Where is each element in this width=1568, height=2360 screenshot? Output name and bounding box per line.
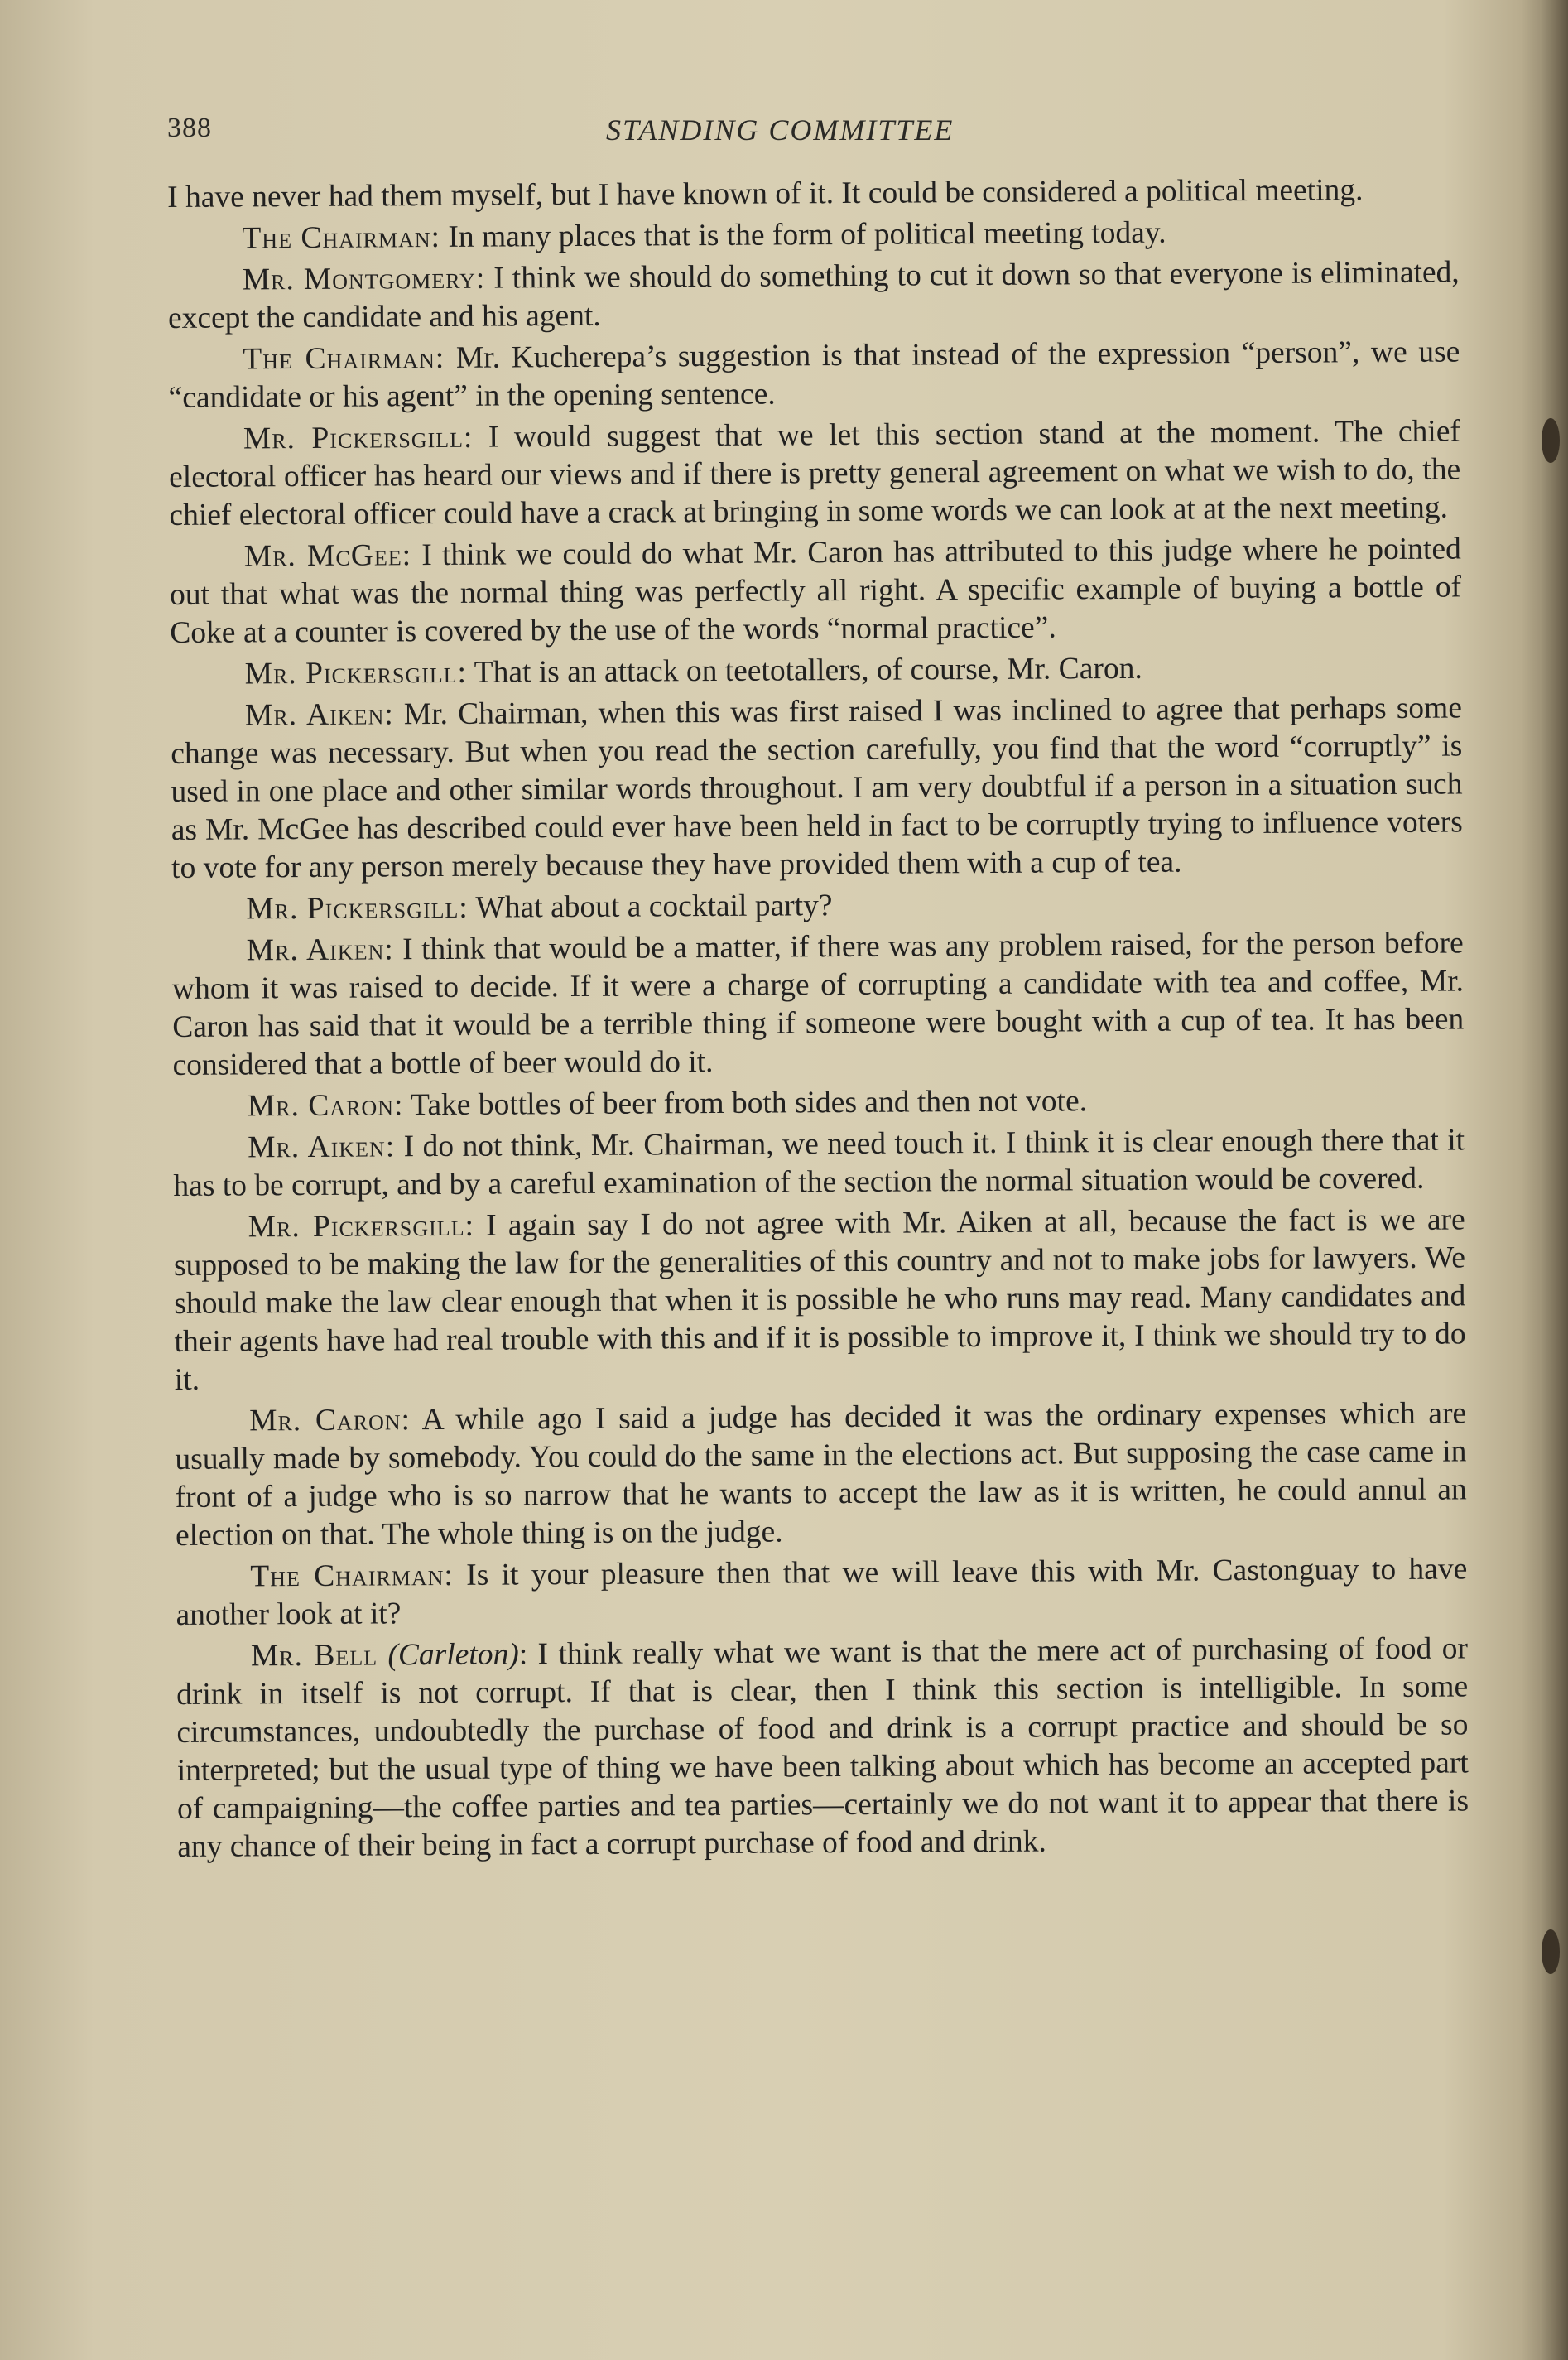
- page-number: 388: [167, 113, 212, 143]
- paragraph: [170, 530, 1462, 653]
- speaker-name: Mr. Pickersgill:: [244, 655, 468, 691]
- speaker-name: Mr. Caron:: [247, 1088, 404, 1124]
- running-title: STANDING COMMITTEE: [606, 113, 955, 147]
- paragraph: [171, 689, 1463, 888]
- paragraph-text: Mr. Kucherepa’s suggestion is that instead of the expression “person”, we use “candidate or his agent” in the opening sentence.: [168, 335, 1460, 415]
- paragraph: [173, 1121, 1465, 1206]
- speaker-name: Mr. McGee:: [243, 538, 412, 574]
- paragraph: [176, 1550, 1468, 1635]
- paragraph-text: That is an attack on teetotallers, of course, Mr. Caron.: [474, 651, 1142, 690]
- paragraph-text: I think that would be a matter, if there was any problem raised, for the person before whom it was raised to decide. If it were a charge of corrupting a candidate with tea and coffee, Mr. Caron has said that it would be a terrible thing if someone were bought with a cup of tea. It has been considered that a bottle of beer would do it.: [171, 926, 1465, 1082]
- paragraph-text: A while ago I said a judge has decided it was the ordinary expenses which are usually made by somebody. You could do the same in the elections act. But supposing the case came in front of a judge who is so narrow that he wants to accept the law as it is written, he could annul an election on that. The whole thing is on the judge.: [175, 1396, 1467, 1553]
- paragraph: [175, 1394, 1467, 1555]
- paragraph: [176, 1630, 1469, 1866]
- transcript-body: [167, 171, 1469, 1869]
- speaker-name: Mr. Aiken:: [246, 932, 394, 968]
- paragraph: [171, 883, 1463, 929]
- page-edge-mark: [1542, 1929, 1560, 1974]
- speaker-name: The Chairman:: [243, 340, 445, 377]
- page-header: [167, 113, 1459, 154]
- riding-name: (Carleton): [387, 1637, 519, 1673]
- speaker-name: The Chairman:: [242, 219, 441, 256]
- paragraph: [167, 212, 1459, 258]
- paragraph: [172, 924, 1465, 1085]
- speaker-name: Mr. Pickersgill:: [243, 420, 474, 456]
- speaker-name: Mr. Bell: [250, 1638, 378, 1674]
- paragraph-text: I do not think, Mr. Chairman, we need touch it. I think it is clear enough there that it has to be corrupt, and by a careful examination of the section the normal situation would be covered.: [173, 1123, 1465, 1203]
- speaker-name: Mr. Pickersgill:: [248, 1208, 475, 1245]
- paragraph-text: I have never had them myself, but I have known of it. It could be considered a political meeting.: [167, 173, 1364, 214]
- paragraph-text: I would suggest that we let this section stand at the moment. The chief electoral officer has heard our views and if there is pretty general agreement on what we wish to do, the chief electoral officer could have a crack at bringing in some words we can look at at the next meeting.: [169, 414, 1461, 532]
- paragraph: [173, 1080, 1465, 1126]
- speaker-name: Mr. Montgomery:: [242, 261, 486, 297]
- page-edge-mark: [1542, 418, 1560, 463]
- paragraph-text: Is it your pleasure then that we will leave this with Mr. Castonguay to have another look at it?: [176, 1552, 1468, 1632]
- speaker-name: Mr. Pickersgill:: [246, 890, 469, 927]
- speaker-name: The Chairman:: [250, 1558, 454, 1594]
- paragraph: [169, 412, 1461, 535]
- speaker-name: Mr. Aiken:: [248, 1129, 396, 1165]
- speaker-name: Mr. Caron:: [249, 1403, 411, 1438]
- speaker-name: Mr. Aiken:: [244, 697, 394, 733]
- paragraph: [168, 253, 1460, 338]
- book-binding-edge: [1540, 0, 1568, 2360]
- paragraph: [167, 171, 1459, 217]
- paragraph-text: In many places that is the form of political meeting today.: [448, 215, 1166, 254]
- paragraph: [174, 1201, 1466, 1399]
- paragraph-text: Mr. Chairman, when this was first raised I was inclined to agree that perhaps some change was necessary. But when you read the section carefully, you find that the word “corruptly” is used in one place and other similar words throughout. I am very doubtful if a person in a situation such as Mr. McGee has described could ever have been held in fact to be corruptly trying to influence voters to vote for any person merely because they have provided them with a cup of tea.: [171, 691, 1463, 885]
- paragraph-text: I think we should do something to cut it down so that everyone is eliminated, except the candidate and his agent.: [167, 255, 1460, 335]
- paragraph: [168, 333, 1460, 417]
- paragraph: [171, 648, 1462, 694]
- paragraph-text: I again say I do not agree with Mr. Aiken at all, because the fact is we are supposed to be making the law for the generalities of this country and not to make jobs for lawyers. We should make the law clear enough that when it is possible he who runs may read. Many candidates and their agents have had real trouble with this and if it is possible to improve it, I think we should try to do it.: [173, 1202, 1466, 1397]
- paragraph-text: Take bottles of beer from both sides and then not vote.: [410, 1084, 1088, 1123]
- paragraph-text: I think we could do what Mr. Caron has attributed to this judge where he pointed out that what was the normal thing was perfectly all right. A specific example of buying a bottle of Coke at a counter is covered by the use of the words “normal practice”.: [169, 532, 1462, 650]
- paragraph-text: : I think really what we want is that the mere act of purchasing of food or drink in itself is not corrupt. If that is clear, then I think this section is intelligible. In some circumstances, undoubtedly the purchase of food and drink is a corrupt practice and should be so interpreted; but the usual type of thing we have been talking about which has become an accepted part of campaigning—the coffee parties and tea parties—certainly we do not want it to appear that there is any chance of their being in fact a corrupt purchase of food and drink.: [176, 1631, 1469, 1864]
- paragraph-text: What about a cocktail party?: [475, 889, 833, 925]
